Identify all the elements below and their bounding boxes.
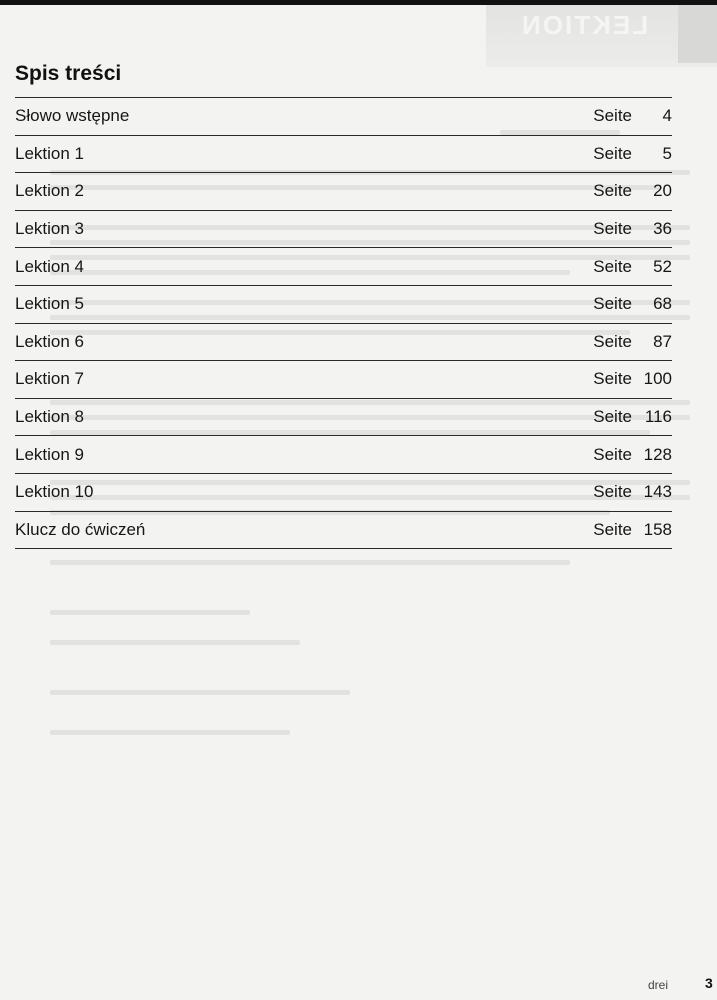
toc-entry-page <box>593 520 672 540</box>
toc-seite-label: Seite <box>593 444 632 464</box>
toc-page-number: 4 <box>662 106 672 126</box>
toc-entry-page <box>593 181 672 201</box>
toc-entry-label: Lektion 7 <box>15 369 84 389</box>
toc-entry-label: Lektion 8 <box>15 407 84 427</box>
toc-entry-label: Lektion 2 <box>15 181 84 201</box>
toc-page-number: 68 <box>653 294 672 314</box>
toc-seite-label: Seite <box>593 519 632 539</box>
toc-seite-label: Seite <box>593 106 632 126</box>
toc-row[interactable] <box>15 399 672 437</box>
toc-entry-page <box>593 445 672 465</box>
toc-seite-label: Seite <box>593 369 632 389</box>
toc-seite-label: Seite <box>593 256 632 276</box>
page-number-word: drei <box>648 978 669 992</box>
toc-row[interactable] <box>15 136 672 174</box>
toc-page-number: 158 <box>643 519 672 539</box>
toc-entry-label: Lektion 5 <box>15 294 84 314</box>
toc-row[interactable] <box>15 173 672 211</box>
toc-row[interactable] <box>15 436 672 474</box>
toc-row[interactable] <box>15 361 672 399</box>
toc-row[interactable] <box>15 248 672 286</box>
show-through-tab <box>678 5 717 63</box>
toc-entry-page <box>593 407 672 427</box>
toc-page-number: 128 <box>643 444 672 464</box>
toc-seite-label: Seite <box>593 181 632 201</box>
toc-title: Spis treści <box>15 62 122 85</box>
toc-entry-page <box>593 482 672 502</box>
toc-seite-label: Seite <box>593 143 632 163</box>
toc-row[interactable] <box>15 286 672 324</box>
toc-row[interactable] <box>15 211 672 249</box>
toc-entry-page <box>593 369 672 389</box>
toc-entry-page <box>593 257 672 277</box>
toc-page-number: 5 <box>662 143 672 163</box>
show-through-header-text: LEKTION <box>520 10 649 40</box>
toc-seite-label: Seite <box>593 219 632 239</box>
toc-page-number: 100 <box>643 369 672 389</box>
toc-row[interactable] <box>15 98 672 136</box>
toc-page-number: 87 <box>653 331 672 351</box>
toc-entry-page <box>593 219 672 239</box>
toc-entry-label: Lektion 1 <box>15 143 84 163</box>
toc-entry-label: Słowo wstępne <box>15 106 130 126</box>
toc-row[interactable] <box>15 474 672 512</box>
toc-entry-page <box>593 294 672 314</box>
toc-entry-label: Lektion 6 <box>15 331 84 351</box>
toc-row[interactable] <box>15 324 672 362</box>
toc-seite-label: Seite <box>593 294 632 314</box>
toc-entry-page <box>593 106 672 126</box>
toc-page-number: 143 <box>643 482 672 502</box>
toc-seite-label: Seite <box>593 331 632 351</box>
toc-page-number: 52 <box>653 256 672 276</box>
toc-page-number: 116 <box>644 407 672 427</box>
toc-entry-label: Klucz do ćwiczeń <box>15 519 146 539</box>
toc-entry-page <box>593 332 672 352</box>
toc-entry-label: Lektion 4 <box>15 256 84 276</box>
toc-page-number: 20 <box>653 181 672 201</box>
toc-row[interactable] <box>15 512 672 550</box>
toc-entry-label: Lektion 9 <box>15 444 84 464</box>
table-of-contents <box>15 97 672 549</box>
toc-seite-label: Seite <box>593 482 632 502</box>
toc-entry-label: Lektion 10 <box>15 482 94 502</box>
toc-entry-label: Lektion 3 <box>15 219 84 239</box>
page-number: 3 <box>705 975 713 991</box>
toc-seite-label: Seite <box>593 407 632 427</box>
toc-page-number: 36 <box>653 219 672 239</box>
toc-entry-page <box>593 144 672 164</box>
